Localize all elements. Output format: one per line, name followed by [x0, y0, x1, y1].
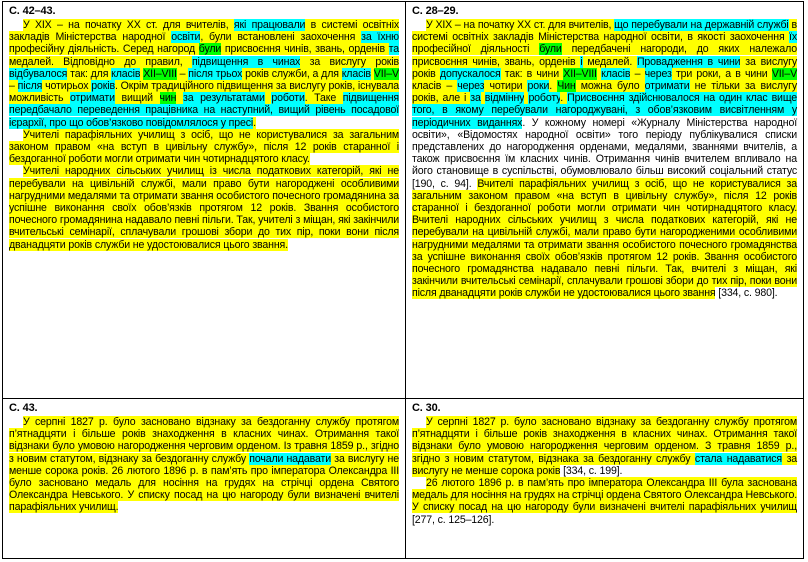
text-run: класів — [601, 67, 631, 80]
text-run: і — [580, 55, 583, 68]
text-run: 26 лютого 1896 р. в пам’ять про імператора Олександра III була заснована медаль для носіння на грудях на стрічці ордена Святого Олександра Невського. У списку посад на цю нагороду були визначені вчителі парафіяльних училищ — [412, 477, 797, 514]
text-run: роботи — [271, 92, 305, 105]
text-run: VII–V — [771, 67, 798, 80]
text-run: та — [388, 43, 399, 56]
text-run: [277, с. 125–126]. — [412, 513, 495, 526]
text-run: Учителі народних сільських училищ із числа податкових категорій, які не перебували на цивільній службі, мали право бути нагороджені особливими нагрудними медалями та отримати звання особистого почесного громадянина за успішне виконання своїх обов’язків протягом 12 років. Звання особистого почесного громадянина надавало певні пільги. Так, учителі з міщан, які закінчили вчительські семінарії, сплачували грошові збори до тих пір, поки вони після дванадцяти років служби не удостоювалися цього звання. — [9, 165, 399, 251]
text-run: Вчителі парафіяльних училищ з осіб, що не користувалися за загальним законом правом «на вступ в цивільну службу», після 12 років старанної і бездоганної роботи могли отримати чин чотирнадцятого класу. Вчителі народних сільських училищ з числа податкових категорій, які не перебували на цивільній службі, мали право бути нагородженими особливими нагрудними медалями та отримати звання особистого почесного громадянства за успішне виконання своїх обов’язків протягом 12 років. Звання особистого почесного громадянства надавало певні пільги. Так, вчителі з міщан, які закінчили вчительські семінарії, сплачували грошові збори до тих пір, поки вони після дванадцяти років служби не удостоювалися цього звання — [412, 177, 797, 300]
text-run: У серпні 1827 р. було засновано відзнаку за бездоганну службу протягом п’ятнадцяти і більше років знаходження в класних чинах. Отримання такої відзнаки було умовою нагородження черговим орденом. Із травня 1859 р., згідно з новим статутом, відзнаку за бездоганну службу — [9, 416, 399, 465]
text-run: були — [198, 43, 222, 56]
text-run: за вислугу не менше сорока років — [412, 452, 798, 477]
comparison-table — [2, 1, 804, 559]
text-run: Учителі парафіяльних училищ з осіб, що не користувалися за загальним законом правом «на вступ в цивільну службу», після 12 років старанної і бездоганної роботи могли отримати чин чотирнадцятого класу. — [9, 128, 399, 166]
text-run: відмінну — [484, 92, 525, 105]
text-run: які працювали — [233, 19, 306, 31]
text-run: за вислугу років — [300, 55, 399, 68]
text-run: класів – — [412, 80, 458, 93]
paragraph — [412, 19, 797, 300]
paragraph — [9, 416, 399, 514]
paragraph — [9, 129, 399, 166]
text-run: освіти — [171, 31, 201, 44]
text-run: XII–VIII — [143, 67, 177, 80]
text-run: так: в чини — [500, 67, 564, 80]
text-run: Присвоєння здійснювалося на один клас вище того, в якому перебували нагороджувані, з обов’язковим висвітленням у періодичних виданнях — [412, 92, 798, 129]
paragraph — [9, 19, 399, 129]
cell-header: С. 43. — [9, 402, 38, 414]
text-run: класів — [111, 67, 141, 80]
text-run: після трьох — [188, 67, 243, 80]
text-run: Провадження в чини — [636, 55, 741, 68]
text-run: XII–VIII — [563, 67, 597, 80]
text-run: підвищення передбачало переведення працівника на наступний, вищий рівень посадової ієрархії, про що обов’язково повідомлялося у пресі — [9, 92, 399, 129]
text-run: присвоєння чинів, звань, орденів — [221, 43, 389, 56]
text-run: , були встановлені заохочення — [200, 31, 362, 44]
text-run: за їхню — [361, 31, 399, 44]
text-run: – — [176, 67, 189, 80]
text-run: . — [253, 116, 256, 129]
text-run: їх — [789, 31, 797, 44]
text-run: допускалося — [439, 67, 501, 80]
cell-top-left — [3, 2, 406, 399]
cell-header: С. 42–43. — [9, 5, 56, 17]
text-run: медалей. — [582, 55, 637, 68]
text-run: чин — [159, 92, 177, 105]
text-run: можна було — [575, 80, 645, 93]
text-run: У XIX – на початку XX ст. для вчителів, — [23, 19, 234, 31]
text-run: У XIX – на початку XX ст. для вчителів, — [426, 19, 615, 31]
text-run: роки — [527, 80, 550, 93]
cell-header: С. 30. — [412, 402, 441, 414]
text-run: за вислугу не менше сорока років. 26 лютого 1896 р. в пам’ять про імператора Олександра III було засновано медаль для носіння на грудях на стрічці ордена Святого Олександра Невського. У списку посад на цю нагороду були визначені вчителі парафіяльних училищ. — [9, 452, 399, 514]
text-run: професійну діяльність. Серед нагород — [9, 43, 199, 56]
text-run: років служби, а для — [242, 67, 342, 80]
cell-header: С. 28–29. — [412, 5, 459, 17]
text-run: – — [9, 80, 18, 93]
text-run: . — [549, 80, 558, 93]
cell-bottom-right — [406, 399, 804, 559]
text-run: підвищення в чинах — [191, 55, 301, 68]
text-run: роботу — [528, 92, 561, 105]
text-run: через — [457, 80, 485, 93]
text-run: У серпні 1827 р. було засновано відзнаку за бездоганну службу протягом п’ятнадцяти і більше років знаходження в класних чинах. Отримання такої відзнаки було умовою нагородження черговим орденом. З травня 1859 р., згідно з новим статутом, відзнака за бездоганну службу — [412, 416, 797, 465]
table-row — [3, 399, 804, 559]
text-run: так: для — [67, 67, 112, 80]
text-run: чотирьох — [42, 80, 92, 93]
cell-top-right — [406, 2, 804, 399]
text-run: професійної діяльності — [412, 43, 540, 56]
text-run: класів — [341, 67, 371, 80]
text-run: не тільки за вислугу років, але і — [412, 80, 797, 105]
text-run: – — [630, 67, 645, 80]
paragraph — [9, 165, 399, 250]
text-run: за результатами — [182, 92, 265, 105]
text-run — [176, 92, 183, 104]
text-run: в системі освітніх закладів Міністерства народної — [9, 19, 399, 44]
text-run: три роки, а в чини — [671, 67, 772, 80]
text-run: [334, с. 199]. — [560, 464, 623, 477]
paragraph — [412, 416, 797, 477]
paragraph — [412, 477, 797, 526]
text-run: відбувалося — [9, 67, 68, 80]
text-run: вищий — [114, 92, 160, 105]
text-run: в системі освітніх закладів Міністерства народної освіти, в якості заохочення — [412, 19, 797, 44]
text-run: чотири — [484, 80, 528, 93]
text-run: . — [560, 92, 568, 105]
text-run: отримати — [70, 92, 115, 105]
text-run: стала надаватися — [694, 452, 783, 465]
text-run: передбачені нагороди, до яких належало присвоєння чинів, звань, орденів — [412, 43, 797, 68]
text-run: почали надавати — [249, 452, 332, 465]
text-run: за — [470, 92, 481, 105]
text-run: . Таке — [304, 92, 343, 105]
text-run: Чин — [557, 80, 576, 93]
text-run: були — [539, 43, 562, 56]
text-run: отримати — [644, 80, 690, 93]
text-run: [334, с. 980]. — [715, 287, 778, 300]
text-run: VII–V — [373, 67, 399, 80]
text-run: після — [17, 80, 43, 93]
text-run: медалей. Відповідно до правил, — [9, 55, 192, 68]
text-run: . Окрім традиційного підвищення за вислугу років, існувала можливість — [9, 80, 399, 105]
text-run: за вислугу років — [412, 55, 798, 80]
table-row — [3, 2, 804, 399]
text-run: років — [91, 80, 115, 93]
text-run: що перебували на державній службі — [614, 19, 789, 31]
text-run: . У кожному номері «Журналу Міністерства народної освіти», «Відомостях народної освіти» того періоду публікувалися списки представлених до нагородження орденами, медалями, званнями вчителів, а також присвоєння їм класних чинів. Отримання чинів вчителем впливало на його становище в суспільстві, обумовлювало більш високий соціальний статус [190, с. 94]. — [412, 116, 798, 190]
cell-bottom-left — [3, 399, 406, 559]
text-run: через — [644, 67, 672, 80]
